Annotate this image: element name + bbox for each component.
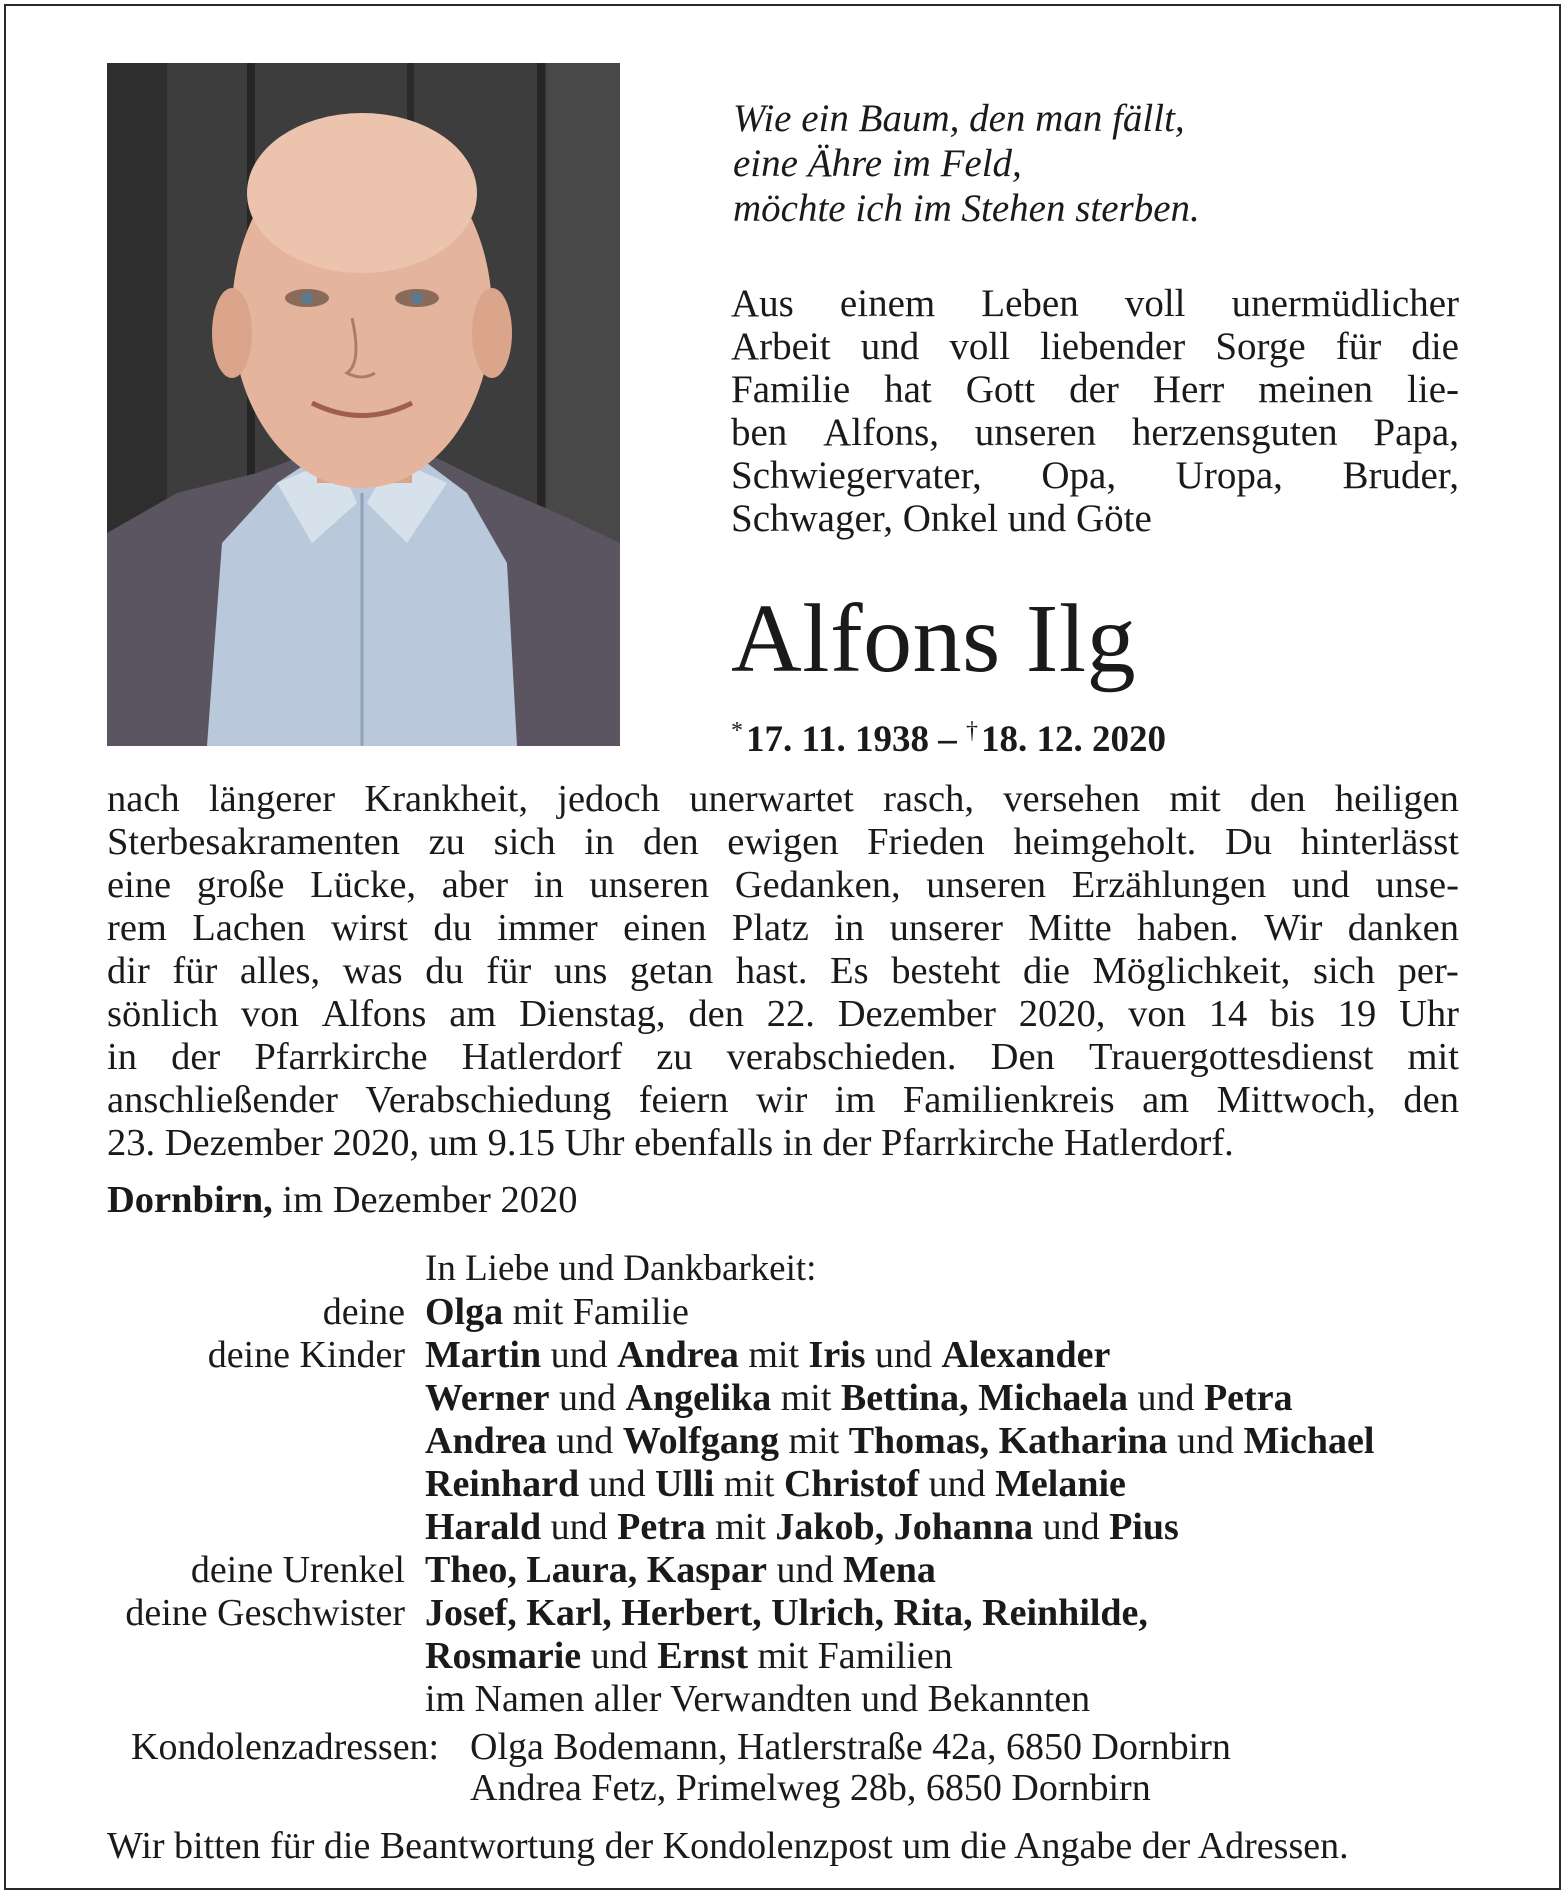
- mourner-row: [60, 1420, 1374, 1463]
- word: Verabschiedung: [365, 1079, 612, 1121]
- mourner-row: [60, 1506, 1374, 1549]
- body-line: [107, 950, 1459, 993]
- word: Wir: [1264, 907, 1323, 949]
- word: hinterlässt: [1300, 821, 1459, 863]
- relation-label: [60, 1678, 425, 1721]
- word: Frieden: [867, 821, 985, 863]
- word: herzensguten: [1131, 411, 1338, 454]
- connector-text: und: [546, 1420, 623, 1462]
- word: Familienkreis: [902, 1079, 1115, 1121]
- mourner-row: [60, 1463, 1374, 1506]
- word: voll: [949, 325, 1011, 368]
- connector-text: und: [549, 1377, 626, 1419]
- mourner-row: [60, 1635, 1374, 1678]
- word: in: [834, 907, 865, 949]
- word: hat: [884, 368, 932, 411]
- word: Möglichkeit,: [1092, 950, 1291, 992]
- relation-label: [60, 1377, 425, 1420]
- word: verabschieden.: [726, 1036, 957, 1078]
- motto-poem: [733, 96, 1293, 231]
- word: immer: [497, 907, 598, 949]
- word: Dezember: [837, 993, 996, 1035]
- mourners-list: [60, 1291, 1374, 1721]
- mourner-name: Alexander: [941, 1334, 1111, 1376]
- connector-text: und: [541, 1334, 618, 1376]
- word: große: [196, 864, 285, 906]
- word: sich: [493, 821, 556, 863]
- word: 22.: [766, 993, 815, 1035]
- word: Schwiegervater,: [731, 454, 982, 497]
- word: einem: [839, 282, 936, 325]
- word: ben: [731, 411, 788, 454]
- life-dates: [731, 709, 1166, 762]
- word: Den: [990, 1036, 1055, 1078]
- word: von: [1128, 993, 1186, 1035]
- mourner-row: [60, 1377, 1374, 1420]
- mourner-name: Harald: [425, 1506, 542, 1548]
- connector-text: und: [1167, 1420, 1244, 1462]
- word: bis: [1270, 993, 1315, 1035]
- mourner-row: [60, 1334, 1374, 1377]
- word: rasch,: [883, 778, 974, 820]
- word: zu: [428, 821, 465, 863]
- word: die: [1411, 325, 1459, 368]
- connector-text: mit Familie: [503, 1291, 689, 1333]
- word: den: [688, 993, 744, 1035]
- mourner-row: [60, 1678, 1374, 1721]
- word: die: [1022, 950, 1070, 992]
- mourner-names: [425, 1506, 1179, 1549]
- mourner-name: Christof: [783, 1463, 920, 1505]
- word: eine: [107, 864, 172, 906]
- word: du: [425, 950, 464, 992]
- word: Du: [1224, 821, 1273, 863]
- connector-text: und: [579, 1463, 656, 1505]
- connector-text: mit: [714, 1463, 784, 1505]
- connector-text: im Namen aller Verwandten und Bekannten: [425, 1678, 1091, 1720]
- word: Leben: [981, 282, 1079, 325]
- word: mit: [1407, 1036, 1459, 1078]
- body-line: 23. Dezember 2020, um 9.15 Uhr ebenfalls in der Pfarrkirche Hatlerdorf.: [107, 1122, 1234, 1164]
- relation-label: [60, 1420, 425, 1463]
- word: den: [1403, 1079, 1459, 1121]
- word: liebender: [1040, 325, 1186, 368]
- connector-text: und: [541, 1506, 618, 1548]
- motto-line: möchte ich im Stehen sterben.: [733, 187, 1200, 230]
- mourner-name: Ulli: [655, 1463, 715, 1505]
- word: für: [486, 950, 532, 992]
- word: hast.: [735, 950, 808, 992]
- word: danken: [1347, 907, 1459, 949]
- word: alles,: [239, 950, 321, 992]
- mourner-row: [60, 1549, 1374, 1592]
- body-line: [107, 821, 1459, 864]
- word: uns: [553, 950, 608, 992]
- word: Trauergottesdienst: [1088, 1036, 1374, 1078]
- word: nach: [107, 778, 180, 820]
- word: Aus: [731, 282, 794, 325]
- word: Es: [830, 950, 869, 992]
- word: unseren: [926, 864, 1047, 906]
- word: längerer: [208, 778, 336, 820]
- mourner-name: Andrea: [425, 1420, 547, 1462]
- word: Dienstag,: [519, 993, 666, 1035]
- word: für: [1335, 325, 1382, 368]
- mourner-name: Wolfgang: [622, 1420, 780, 1462]
- word: unse-: [1375, 864, 1459, 906]
- word: den: [1250, 778, 1306, 820]
- deceased-name: Alfons Ilg: [731, 585, 1137, 693]
- mourner-name: Iris: [808, 1334, 866, 1376]
- place-date: [107, 1178, 578, 1222]
- footer-note: Wir bitten für die Beantwortung der Kondolenzpost um die Angabe der Adressen.: [107, 1825, 1349, 1867]
- mourner-names: [425, 1377, 1293, 1420]
- word: 14: [1208, 993, 1248, 1035]
- mourner-names: [425, 1463, 1126, 1506]
- word: besteht: [891, 950, 1001, 992]
- word: Papa,: [1373, 411, 1459, 454]
- intro-line: [731, 454, 1459, 497]
- connector-text: und: [581, 1635, 658, 1677]
- word: aber: [441, 864, 509, 906]
- word: unseren: [589, 864, 710, 906]
- word: mit: [1169, 778, 1221, 820]
- word: Familie: [731, 368, 851, 411]
- word: unermüdlicher: [1231, 282, 1459, 325]
- birth-date: 17. 11. 1938 –: [746, 719, 957, 760]
- body-line: [107, 1079, 1459, 1122]
- mourner-name: Theo, Laura, Kaspar: [425, 1549, 768, 1591]
- announcement-text: [107, 778, 1459, 1165]
- word: du: [433, 907, 472, 949]
- mourner-name: Andrea: [617, 1334, 739, 1376]
- word: sönlich: [107, 993, 219, 1035]
- intro-paragraph: [731, 282, 1459, 540]
- word: der: [1069, 368, 1119, 411]
- word: unseren: [974, 411, 1097, 454]
- word: 19: [1337, 993, 1377, 1035]
- connector-text: mit: [705, 1506, 776, 1548]
- mourner-name: Jakob, Johanna: [775, 1506, 1034, 1548]
- word: und: [1292, 864, 1350, 906]
- word: Mitte: [1028, 907, 1112, 949]
- connector-text: und: [1127, 1377, 1204, 1419]
- mourner-name: Petra: [1203, 1377, 1293, 1419]
- mourner-name: Werner: [425, 1377, 550, 1419]
- mourner-row: [60, 1291, 1374, 1334]
- word: in: [533, 864, 564, 906]
- body-line: [107, 1036, 1459, 1079]
- word: einen: [623, 907, 707, 949]
- word: anschließender: [107, 1079, 338, 1121]
- word: Sorge: [1215, 325, 1306, 368]
- mourner-names: [425, 1549, 936, 1592]
- condolence-label-spacer: [131, 1768, 470, 1809]
- word: Uhr: [1399, 993, 1459, 1035]
- mourner-name: Pius: [1109, 1506, 1179, 1548]
- body-line: [107, 993, 1459, 1036]
- mourner-names: [425, 1291, 689, 1334]
- word: Krankheit,: [364, 778, 528, 820]
- word: den: [642, 821, 699, 863]
- mourner-names: [425, 1334, 1110, 1377]
- word: Gott: [965, 368, 1036, 411]
- word: am: [449, 993, 497, 1035]
- word: 2020,: [1018, 993, 1106, 1035]
- word: der: [171, 1036, 221, 1078]
- word: heimgeholt.: [1013, 821, 1197, 863]
- connector-text: und: [1033, 1506, 1110, 1548]
- birth-mark: *: [731, 718, 743, 744]
- relation-label: [60, 1463, 425, 1506]
- thanks-heading: In Liebe und Dankbarkeit:: [425, 1248, 817, 1289]
- word: am: [1142, 1079, 1190, 1121]
- word: Alfons,: [823, 411, 940, 454]
- word: meinen: [1258, 368, 1374, 411]
- intro-line: [731, 411, 1459, 454]
- mourner-row: [60, 1592, 1374, 1635]
- word: feiern: [638, 1079, 729, 1121]
- word: Uropa,: [1175, 454, 1283, 497]
- body-line: [107, 907, 1459, 950]
- word: Pfarrkirche: [254, 1036, 428, 1078]
- word: rem: [107, 907, 167, 949]
- intro-line: [731, 368, 1459, 411]
- intro-line: [731, 282, 1459, 325]
- intro-line: [731, 325, 1459, 368]
- word: Mittwoch,: [1216, 1079, 1376, 1121]
- connector-text: mit: [779, 1420, 849, 1462]
- word: Platz: [731, 907, 809, 949]
- mourner-name: Thomas, Katharina: [848, 1420, 1168, 1462]
- word: dir: [107, 950, 150, 992]
- word: heiligen: [1334, 778, 1459, 820]
- word: für: [172, 950, 218, 992]
- condolence-row: [131, 1727, 1231, 1768]
- word: sich: [1313, 950, 1376, 992]
- word: Gedanken,: [734, 864, 901, 906]
- word: in: [584, 821, 615, 863]
- place-month: im Dezember 2020: [272, 1179, 578, 1221]
- word: wirst: [330, 907, 408, 949]
- word: zu: [656, 1036, 693, 1078]
- connector-text: und: [919, 1463, 996, 1505]
- condolence-addresses: [131, 1727, 1231, 1809]
- mourner-name: Bettina, Michaela: [840, 1377, 1128, 1419]
- mourner-name: Ernst: [657, 1635, 748, 1677]
- mourner-name: Martin: [425, 1334, 542, 1376]
- word: unerwartet: [689, 778, 854, 820]
- connector-text: und: [865, 1334, 942, 1376]
- condolence-address: Andrea Fetz, Primelweg 28b, 6850 Dornbirn: [470, 1767, 1151, 1809]
- word: ewigen: [727, 821, 839, 863]
- mourner-name: Reinhard: [425, 1463, 580, 1505]
- mourner-name: Angelika: [625, 1377, 772, 1419]
- portrait-photo: [107, 63, 620, 746]
- word: Alfons: [321, 993, 427, 1035]
- relation-label: deine Kinder: [207, 1334, 405, 1376]
- connector-text: mit: [771, 1377, 841, 1419]
- condolence-row: [131, 1768, 1231, 1809]
- word: voll: [1124, 282, 1186, 325]
- relation-label: deine: [322, 1291, 405, 1333]
- word: und: [860, 325, 920, 368]
- word: Sterbesakramenten: [107, 821, 400, 863]
- word: unserer: [889, 907, 1003, 949]
- mourner-names: [425, 1592, 1148, 1635]
- connector-text: und: [767, 1549, 844, 1591]
- motto-line: eine Ähre im Feld,: [733, 142, 1022, 185]
- mourner-name: Rosmarie: [425, 1635, 582, 1677]
- relation-label: deine Geschwister: [125, 1592, 405, 1634]
- mourner-name: Olga: [425, 1291, 504, 1333]
- word: jedoch: [557, 778, 660, 820]
- condolence-address: Olga Bodemann, Hatlerstraße 42a, 6850 Dornbirn: [470, 1726, 1231, 1768]
- relation-label: [60, 1635, 425, 1678]
- word: getan: [629, 950, 714, 992]
- place-name: Dornbirn,: [107, 1179, 273, 1221]
- death-mark: †: [965, 718, 978, 744]
- word: per-: [1397, 950, 1459, 992]
- body-line: [107, 778, 1459, 821]
- connector-text: mit Familien: [747, 1635, 953, 1677]
- connector-text: mit: [738, 1334, 809, 1376]
- word: Herr: [1152, 368, 1225, 411]
- mourner-name: Michael: [1243, 1420, 1375, 1462]
- mourner-names: [425, 1635, 953, 1678]
- word: Lachen: [192, 907, 306, 949]
- word: was: [342, 950, 403, 992]
- word: im: [834, 1079, 876, 1121]
- relation-label: deine Urenkel: [190, 1549, 405, 1591]
- relation-label: [60, 1506, 425, 1549]
- word: lie-: [1407, 368, 1459, 411]
- word: Bruder,: [1342, 454, 1459, 497]
- word: Lücke,: [310, 864, 417, 906]
- word: versehen: [1003, 778, 1141, 820]
- mourner-name: Mena: [843, 1549, 936, 1591]
- word: Arbeit: [731, 325, 831, 368]
- word: haben.: [1137, 907, 1239, 949]
- mourner-name: Melanie: [995, 1463, 1126, 1505]
- intro-line: Schwager, Onkel und Göte: [731, 497, 1152, 540]
- mourner-names: [425, 1678, 1090, 1721]
- word: wir: [755, 1079, 808, 1121]
- condolence-label: Kondolenzadressen:: [131, 1726, 440, 1768]
- mourner-name: Petra: [617, 1506, 706, 1548]
- body-line: [107, 864, 1459, 907]
- motto-line: Wie ein Baum, den man fällt,: [733, 97, 1185, 140]
- word: Opa,: [1041, 454, 1117, 497]
- word: in: [107, 1036, 137, 1078]
- word: Hatlerdorf: [461, 1036, 623, 1078]
- mourner-name: Josef, Karl, Herbert, Ulrich, Rita, Reinhilde,: [425, 1592, 1148, 1634]
- word: Erzählungen: [1071, 864, 1267, 906]
- death-date: 18. 12. 2020: [980, 719, 1166, 760]
- word: von: [241, 993, 299, 1035]
- mourner-names: [425, 1420, 1374, 1463]
